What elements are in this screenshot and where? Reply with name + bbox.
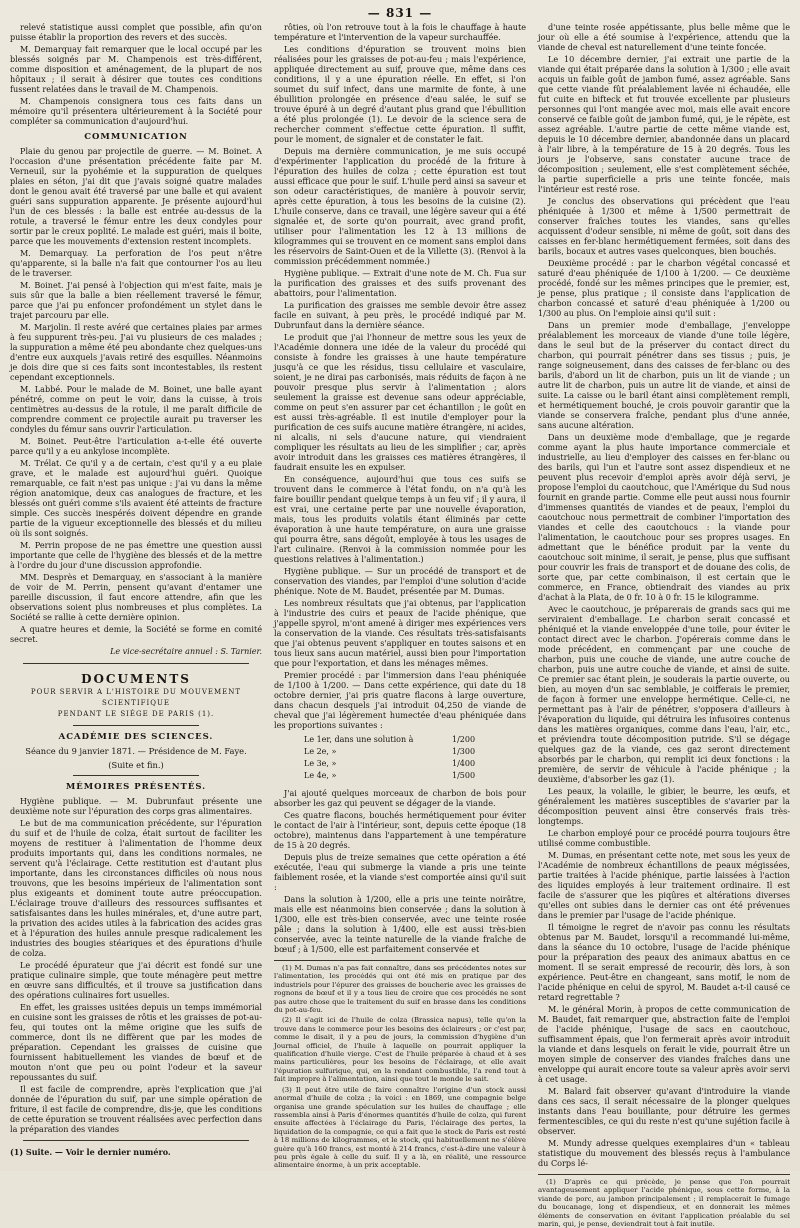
column-3 (538, 22, 790, 1228)
column-1 (10, 22, 262, 1162)
paragraph: M. Demarquay. La perforation de l'os peut n'être qu'apparente, si la balle n'a fait que contourner l'os au lieu de le traverser. (10, 248, 262, 278)
paragraph: La purification des graisses me semble devoir être assez facile en suivant, à peu près, le procédé indiqué par M. Dubrunfaut dans la dernière séance. (274, 300, 526, 330)
paragraph: Depuis ma dernière communication, je me suis occupé d'expérimenter l'application du procédé de la friture à l'épuration des huiles de colza ; cette épuration est tout aussi efficace que pour le suif. L'huile perd ainsi sa saveur et son odeur caractéristiques, de manière à pouvoir servir, après cette épuration, à tous les besoins de la cuisine (2). L'huile conserve, dans ce travail, une légère saveur qui a été signalée et, de sorte qu'on pourrait, avec grand profit, utiliser pour l'alimentation les 12 à 13 millions de kilogrammes qui se trouvent en ce moment sans emploi dans les réservoirs de Saint-Ouen et de la Villette (3). (Renvoi à la commission précédemment nommée.) (274, 146, 526, 266)
paragraph: M. Dumas, en présentant cette note, met sous les yeux de l'Académie de nombreux échantillons de peaux mégissées, partie traitées à l'acide phénique, partie laissées à l'action des liquides employés à leur traitement ordinaire. Il est facile de s'assurer que les piqûres et altérations diverses qu'elles ont subies dans le dernier cas ont été prévenues dans le premier par l'usage de l'acide phénique. (538, 850, 790, 920)
footnotes (274, 960, 526, 1170)
paragraph: M. Champenois consignera tous ces faits dans un mémoire qu'il présentera ultérieurement à la Société pour compléter sa communication d'aujourd'hui. (10, 96, 262, 126)
paragraph: M. Marjolin. Il reste avéré que certaines plaies par armes à feu suppurent très-peu. J'ai vu plusieurs de ces malades ; la suppuration a même été peu abondante chez quelques-uns d'entre eux auxquels j'avais retiré des esquilles. Néanmoins je dois dire que si ces faits sont incontestables, ils restent cependant exceptionnels. (10, 322, 262, 382)
paragraph: A quatre heures et demie, la Société se forme en comité secret. (10, 624, 262, 644)
paragraph: Hygiène publique. — M. Dubrunfaut présente une deuxième note sur l'épuration des corps gras alimentaires. (10, 796, 262, 816)
paragraph: relevé statistique aussi complet que possible, afin qu'on puisse établir la proportion des revers et des succès. (10, 22, 262, 42)
paragraph: Je conclus des observations qui précèdent que l'eau phéniquée à 1/300 et même à 1/500 permettrait de conserver fraîches toutes les viandes, sans qu'elles acquissent d'odeur sensible, ni même de goût, soit dans des caisses en fer-blanc hermétiquement fermées, soit dans des barils, bocaux et autres vases quelconques, bien bouchés. (538, 196, 790, 256)
footnote: (1) M. Dumas n'a pas fait connaître, dans ses précédentes notes sur l'alimentation, les procédés qui ont été mis en pratique par des industriels pour l'épurer des graisses de boucherie avec les graisses de rognons de bœuf et il y a tous lieu de croire que ces procédés ne sont pas autre chose que le traitement du suif en brasse dans les conditions du pot-au-feu. (274, 964, 526, 1015)
divider (23, 663, 250, 664)
footnote: (1) D'après ce qui précède, je pense que l'on pourrait avantageusement appliquer l'acide phénique, sous cette forme, à la viande de porc, au jambon principalement ; il remplacerait le fumage du boucanage, long et dispendieux, et en donnerait les mêmes éléments de conservation en évitant l'application préalable du sel marin, qui, je pense, deviendrait tout à fait inutile. (538, 1178, 790, 1228)
column-2 (274, 22, 526, 1170)
paragraph: Le produit que j'ai l'honneur de mettre sous les yeux de l'Académie donnera une idée de la valeur du procédé qui consiste à fondre les graisses à une haute température jusqu'à ce que les résidus, tissu cellulaire et vasculaire, soient, je ne dirai pas carbonisés, mais réduits de façon à ne pouvoir presque plus servir à l'alimentation ; alors seulement la graisse est devenue sans odeur appréciable, comme on peut s'en assurer par cet échantillon ; le goût en est aussi très-agréable. Il est inutile d'employer pour la purification de ces suifs aucune matière étrangère, ni acides, ni alcalis, ni sels d'aucune nature, qui viendraient compliquer les résultats au lieu de les simplifier ; car, après avoir introduit dans les graisses ces matières étrangères, il faudrait ensuite les en expulser. (274, 332, 526, 472)
paragraph: MM. Desprès et Demarquay, en s'associant à la manière de voir de M. Perrin, pensent qu'avant d'entamer une pareille discussion, il faut encore attendre, afin que les observations soient plus nombreuses et plus complètes. La Société se rallie à cette dernière opinion. (10, 572, 262, 622)
paragraph: d'une teinte rosée appétissante, plus belle même que le jour où elle a été soumise à l'expérience, attendu que la viande de cheval est naturellement d'une teinte foncée. (538, 22, 790, 52)
academie-heading: ACADÉMIE DES SCIENCES. (58, 732, 214, 742)
paragraph: Plaie du genou par projectile de guerre. — M. Boinet. A l'occasion d'une présentation précédente faite par M. Verneuil, sur la pyohémie et la suppuration de quelques plaies en séton, j'ai dit que j'avais soigné quatre malades dont le genou avait été traversé par une balle et qui avaient guéri sans suppuration apparente. Je présente aujourd'hui l'un de ces blessés : la balle est entrée au-dessus de la rotule, a traversé le fémur entre les deux condyles pour sortir par le creux poplité. Le malade est guéri, mais il boite, parce que les mouvements d'extension restent incomplets. (10, 146, 262, 246)
paragraph: M. le général Morin, à propos de cette communication de M. Baudet, fait remarquer que, abstraction faite de l'emploi de l'acide phénique, l'usage de sacs en caoutchouc, suffisamment épais, que l'on fermerait après avoir introduit la viande et dans lesquels on ferait le vide, pourrait être un moyen simple de conserver des viandes fraîches dans une enveloppe qui aurait encore toute sa valeur après avoir servi à cet usage. (538, 1004, 790, 1084)
memoires-heading: MÉMOIRES PRÉSENTÉS. (65, 782, 207, 792)
paragraph: Hygiène publique. — Sur un procédé de transport et de conservation des viandes, par l'emploi d'une solution d'acide phénique. Note de M. Baudet, présentée par M. Dumas. (274, 566, 526, 596)
paragraph: Dans un deuxième mode d'emballage, que je regarde comme ayant la plus haute importance commerciale et industrielle, au lieu d'employer des caisses en fer-blanc ou des barils, qui l'un et l'autre sont assez dispendieux et ne peuvent plus recevoir d'emploi après avoir déjà servi, je propose l'emploi du caoutchouc, que l'Amérique du Sud nous fournit en grande partie. Comme elle peut aussi nous fournir d'immenses quantités de viandes et de peaux, l'emploi du caoutchouc nous permettrait de combiner l'importation des viandes et celle des caoutchoucs : la viande pour l'alimentation, le caoutchouc pour ses propres usages. En admettant que le bénéfice produit par la vente du caoutchouc soit minime, il serait, je pense, plus que suffisant pour couvrir les frais de transport et de douane des colis, de sorte que, par cette combinaison, il est certain que le commerce, en France, obtiendrait des viandes au prix d'achat à la Plata, de 0 fr. 10 à 0 fr. 15 le kilogramme. (538, 432, 790, 602)
paragraph: M. Perrin propose de ne pas émettre une question aussi importante que celle de l'hygiène des blessés et de la mettre à l'ordre du jour d'une discussion approfondie. (10, 540, 262, 570)
paragraph: Hygiène publique. — Extrait d'une note de M. Ch. Fua sur la purification des graisses et des suifs provenant des abattoirs, pour l'alimentation. (274, 268, 526, 298)
paragraph: Il est facile de comprendre, après l'explication que j'ai donnée de l'épuration du suif, par une simple opération de friture, il est facile de comprendre, dis-je, que les conditions de cette épuration se trouvent réalisées avec perfection dans la préparation des viandes (10, 1084, 262, 1134)
paragraph: rôties, où l'on retrouve tout à la fois le chauffage à haute température et l'intervention de la vapeur surchauffée. (274, 22, 526, 42)
divider (73, 775, 199, 776)
paragraph: Le 10 décembre dernier, j'ai extrait une partie de la viande qui était préparée dans la solution à 1/300 ; elle avait acquis un faible goût de jambon fumé, assez agréable. Sans que cette viande fût préalablement lavée ni échaudée, elle fut cuite en bifteck et fut trouvée excellente par plusieurs personnes qui l'ont mangée avec moi, mais elle avait encore conservé ce faible goût de jambon fumé, qui, je le répète, est assez agréable. L'autre partie de cette même viande est, depuis le 10 décembre dernier, abandonnée dans un placard à l'air libre, à la température de 15 à 20 degrés. Tous les jours je l'observe, sans constater aucune trace de décomposition ; seulement, elle s'est complètement séchée, la partie superficielle a pris une teinte foncée, mais l'intérieur est resté rose. (538, 54, 790, 194)
table-row: Le 4e, » 1/500 (304, 771, 476, 780)
signature: Le vice-secrétaire annuel : S. Tarnier. (110, 647, 262, 656)
footnote: (1) Suite. — Voir le dernier numéro. (10, 1147, 171, 1157)
paragraph: M. Balard fait observer qu'avant d'introduire la viande dans ces sacs, il serait nécessaire de la plonger quelques instants dans l'eau bouillante, pour détruire les germes fermentescibles, ce qui du reste n'est qu'une sujétion facile à observer. (538, 1086, 790, 1136)
paragraph: J'ai ajouté quelques morceaux de charbon de bois pour absorber les gaz qui peuvent se dégager de la viande. (274, 788, 526, 808)
solution-table (304, 734, 526, 782)
documents-heading: DOCUMENTS (81, 672, 191, 686)
paragraph: M. Boinet. J'ai pensé à l'objection qui m'est faite, mais je suis sûr que la balle a bien réellement traversé le fémur, parce que j'ai pu enfoncer profondément un stylet dans le trajet parcouru par elle. (10, 280, 262, 320)
section-heading-communication: COMMUNICATION (84, 132, 188, 142)
paragraph: Le but de ma communication précédente, sur l'épuration du suif et de l'huile de colza, était surtout de faciliter les moyens de restituer à l'alimentation de l'homme deux produits importants qui, dans les conditions normales, ne servent qu'à l'éclairage. Cette restitution est d'autant plus importante, dans les circonstances difficiles où nous nous trouvons, que les besoins impérieux de l'alimentation sont plus exigeants et dominent toute autre préoccupation. L'éclairage trouve d'ailleurs des ressources suffisantes et satisfaisantes dans les huiles minérales, et, d'une autre part, la privation des acides utiles à la fabrication des acides gras et à l'épuration des huiles annule presque radicalement les industries des bougies stéariques et des épurations d'huile de colza. (10, 818, 262, 958)
paragraph: Les peaux, la volaille, le gibier, le beurre, les œufs, et généralement les matières susceptibles de s'avarier par la décomposition peuvent ainsi être conservés frais très-longtemps. (538, 786, 790, 826)
paragraph: Dans un premier mode d'emballage, j'enveloppe préalablement les morceaux de viande d'une toile légère, dans le seul but de la préserver du contact direct du charbon, qui pourrait pénétrer dans ses tissus ; puis, je range soigneusement, dans des caisses de fer-blanc ou des barils, d'abord un lit de charbon, puis un lit de viande ; un autre lit de charbon, puis un autre lit de viande, et ainsi de suite. La caisse ou le baril étant ainsi complètement rempli, et hermétiquement bouché, je crois pouvoir garantir que la viande se conservera fraîche, pendant plus d'une année, sans aucune altération. (538, 320, 790, 430)
paragraph: Ces quatre flacons, bouchés hermétiquement pour éviter le contact de l'air à l'intérieur, sont, depuis cette époque (18 octobre), maintenus dans l'appartement à une température de 15 à 20 degrés. (274, 810, 526, 850)
footnotes (538, 1174, 790, 1228)
paragraph: M. Trélat. Ce qu'il y a de certain, c'est qu'il y a eu plaie grave, et le malade est aujourd'hui guéri. Quoique remarquable, ce fait n'est pas unique : j'ai vu dans la même région anatomique, deux cas analogues de fracture, et les blessés ont guéri comme s'ils avaient été atteints de fracture simple. Ces succès inespérés doivent dépendre en grande partie de la vigueur exceptionnelle des blessés et du milieu où ils sont soignés. (10, 458, 262, 538)
seance-line: Séance du 9 janvier 1871. — Présidence de M. Faye. (25, 746, 247, 756)
table-row: Le 2e, » 1/300 (304, 747, 476, 756)
paragraph: Dans la solution à 1/200, elle a pris une teinte noirâtre, mais elle est néanmoins bien conservée ; dans la solution à 1/300, elle est très-bien conservée, avec une teinte rosée pâle ; dans la solution à 1/400, elle est aussi très-bien conservée, avec la teinte naturelle de la viande fraîche de bœuf ; à 1/500, elle est parfaitement conservée et (274, 894, 526, 954)
paragraph: Deuxième procédé : par le charbon végétal concassé et saturé d'eau phéniquée de 1/100 à 1/200. — Ce deuxième procédé, fondé sur les mêmes principes que le premier, est, je pense, plus pratique ; il consiste dans l'application de charbon concassé et saturé d'eau phéniquée à 1/200 ou 1/300 au plus. On l'emploie ainsi qu'il suit : (538, 258, 790, 318)
columns (10, 22, 790, 1228)
paragraph: En conséquence, aujourd'hui que tous ces suifs se trouvent dans le commerce à l'état fondu, on n'a qu'à les faire bouillir pendant quelque temps à un feu vif ; il y aura, il est vrai, une certaine perte par une nouvelle évaporation, mais, tous les produits volatils étant éliminés par cette évaporation à une haute température, on aura une graisse qui pourra être, sans dégoût, employée à tous les usages de l'art culinaire. (Renvoi à la commission nommée pour les questions relatives à l'alimentation.) (274, 474, 526, 564)
documents-subheading: POUR SERVIR A L'HISTOIRE DU MOUVEMENT SCIENTIFIQUE (30, 688, 242, 707)
paragraph: Premier procédé : par l'immersion dans l'eau phéniquée de 1/100 à 1/200. — Dans cette expérience, qui date du 18 octobre dernier, j'ai pris quatre flacons à large ouverture, dans chacun desquels j'ai introduit 04,250 de viande de cheval que j'ai légèrement humectée d'eau phéniquée dans les proportions suivantes : (274, 670, 526, 730)
paragraph: Avec le caoutchouc, je préparerais de grands sacs qui me serviraient d'emballage. Le charbon serait concassé et phéniqué et la viande enveloppée d'une toile, pour éviter le contact direct avec le charbon. J'opérerais comme dans le mode précédent, en commençant par une couche de charbon, puis une couche de viande, une autre couche de charbon, puis une autre couche de viande, et ainsi de suite. Ce premier sac étant plein, je souderais la partie ouverte, ou bien, au moyen d'un sac semblable, je coifferais le premier, de façon à former une enveloppe hermétique. Celle-ci, ne permettant pas à l'air de pénétrer, s'opposera d'ailleurs à l'évaporation du liquide, qui détruira les infusoires contenus dans les matières organiques, comme dans l'eau, l'air, etc., et préviendra toute décomposition putride. S'il se dégage quelques gaz de la viande, ces gaz seront directement absorbés par le charbon, qui remplit ici deux fonctions : la première, de servir de véhicule à l'acide phénique ; la deuxième, d'absorber les gaz (1). (538, 604, 790, 784)
documents-subheading-2: PENDANT LE SIÉGE DE PARIS (1). (57, 710, 215, 718)
divider (23, 1140, 250, 1141)
footnote: (2) Il s'agit ici de l'huile de colza (Brassica napus), telle qu'on la trouve dans le commerce pour les besoins des éclaireurs ; or c'est par, comme le disait, il y a peu de jours, la commission d'hygiène d'un Journal officiel, de l'huile à laquelle on pourrait appliquer la qualification d'huile vierge. C'est de l'huile préparée à chaud et à ses mains particulières, pour les besoins de l'éclairage, et elle avait l'épuration sulfurique, qui, en la rendant combustible, l'a rend tout à fait impropre à l'alimentation, ainsi que tout le monde le sait. (274, 1016, 526, 1084)
page-number: — 831 — (367, 6, 433, 20)
paragraph: Depuis plus de treize semaines que cette opération a été exécutée, l'eau qui submerge la viande a pris une teinte faiblement rosée, et la viande s'est comportée ainsi qu'il suit : (274, 852, 526, 892)
paragraph: Les nombreux résultats que j'ai obtenus, par l'application à l'industrie des cuirs et peaux de l'acide phénique, que j'appelle spyrol, m'ont amené à diriger mes expériences vers la conservation de la viande. Ces résultats très-satisfaisants que j'ai obtenus peuvent s'appliquer en toutes saisons et en tous lieux sans aucun matériel, aussi bien pour l'importation que pour l'exportation, et dans les ménages mêmes. (274, 598, 526, 668)
suite-line: (Suite et fin.) (108, 760, 164, 770)
paragraph: M. Labbé. Pour le malade de M. Boinet, une balle ayant pénétré, comme on peut le voir, dans la cuisse, à trois centimètres au-dessus de la rotule, il me paraît difficile de comprendre comment ce projectile aurait pu traverser les condyles du fémur sans ouvrir l'articulation. (10, 384, 262, 434)
paragraph: M. Mundy adresse quelques exemplaires d'un « tableau statistique du mouvement des blessés reçus à l'ambulance du Corps lé- (538, 1138, 790, 1168)
footnote: (3) Il peut être utile de faire connaître l'origine d'un stock aussi anormal d'huile de colza ; la voici : en 1869, une compagnie belge organisa une grande spéculation sur les huiles de chauffage ; elle rassembla ainsi à Paris d'énormes quantités d'huile de colza, qui furent ensuite affectées à l'éclairage du Paris, l'éclairage des pertes, la liquidation de la compagnie, ce qui a fait que le stock de Paris est resté à 18 millions de kilogrammes, et le stock, qui habituellement ne s'élève guère qu'à 160 francs, est monté à 214 francs, c'est-à-dire une valeur à peu près égale à celle du suif. Il y a là, en réalité, une ressource alimentaire énorme, à un prix acceptable. (274, 1085, 526, 1170)
paragraph: Il témoigne le regret de n'avoir pas connu les résultats obtenus par M. Baudet, lorsqu'il a recommandé lui-même, dans la séance du 10 octobre, l'usage de l'acide phénique pour la préparation des peaux des animaux abattus en ce moment. Il se serait empressé de recourir, dès lors, à son expérience. Peut-être en changeant, sans motif, le nom de l'acide phénique en celui de spyrol, M. Baudet a-t-il causé ce retard regrettable ? (538, 922, 790, 1002)
table-row: Le 1er, dans une solution à 1/200 (304, 735, 476, 744)
paragraph: M. Demarquay fait remarquer que le local occupé par les blessés soignés par M. Champenois est très-différent, comme disposition et aménagement, de la plupart de nos hôpitaux ; il serait à désirer que toutes ces conditions fussent relatées dans le travail de M. Champenois. (10, 44, 262, 94)
table-row: Le 3e, » 1/400 (304, 759, 476, 768)
paragraph: Le procédé épurateur que j'ai décrit est fondé sur une pratique culinaire simple, que toute ménagère peut mettre en œuvre sans difficultés, et il trouve sa justification dans des opérations culinaires fort usuelles. (10, 960, 262, 1000)
paragraph: En effet, les graisses usitées depuis un temps immémorial en cuisine sont les graisses de rôtis et les graisses de pot-au-feu, qui toutes ont la même origine que les suifs de commerce, dont ils ne diffèrent que par les modes de préparation. Cependant les graisses de cuisine que fournissent habituellement les viandes de bœuf et de mouton n'ont que peu ou point l'odeur et la saveur repoussantes du suif. (10, 1002, 262, 1082)
divider (73, 725, 199, 726)
paragraph: Le charbon employé pour ce procédé pourra toujours être utilisé comme combustible. (538, 828, 790, 848)
paragraph: Les conditions d'épuration se trouvent moins bien réalisées pour les graisses de pot-au-feu ; mais l'expérience, appliquée directement au suif, prouve que, même dans ces conditions, il y a une épuration réelle. En effet, si l'on soumet du suif infect, dans une marmite de fonte, à une ébullition prolongée en présence d'eau salée, le suif se trouve épuré à un degré d'autant plus grand que l'ébullition a été plus prolongée (1). Le devoir de la science sera de rechercher comment s'effectue cette épuration. Il suffit, pour le moment, de signaler et de constater le fait. (274, 44, 526, 144)
paragraph: M. Boinet. Peut-être l'articulation a-t-elle été ouverte parce qu'il y a eu ankylose incomplète. (10, 436, 262, 456)
